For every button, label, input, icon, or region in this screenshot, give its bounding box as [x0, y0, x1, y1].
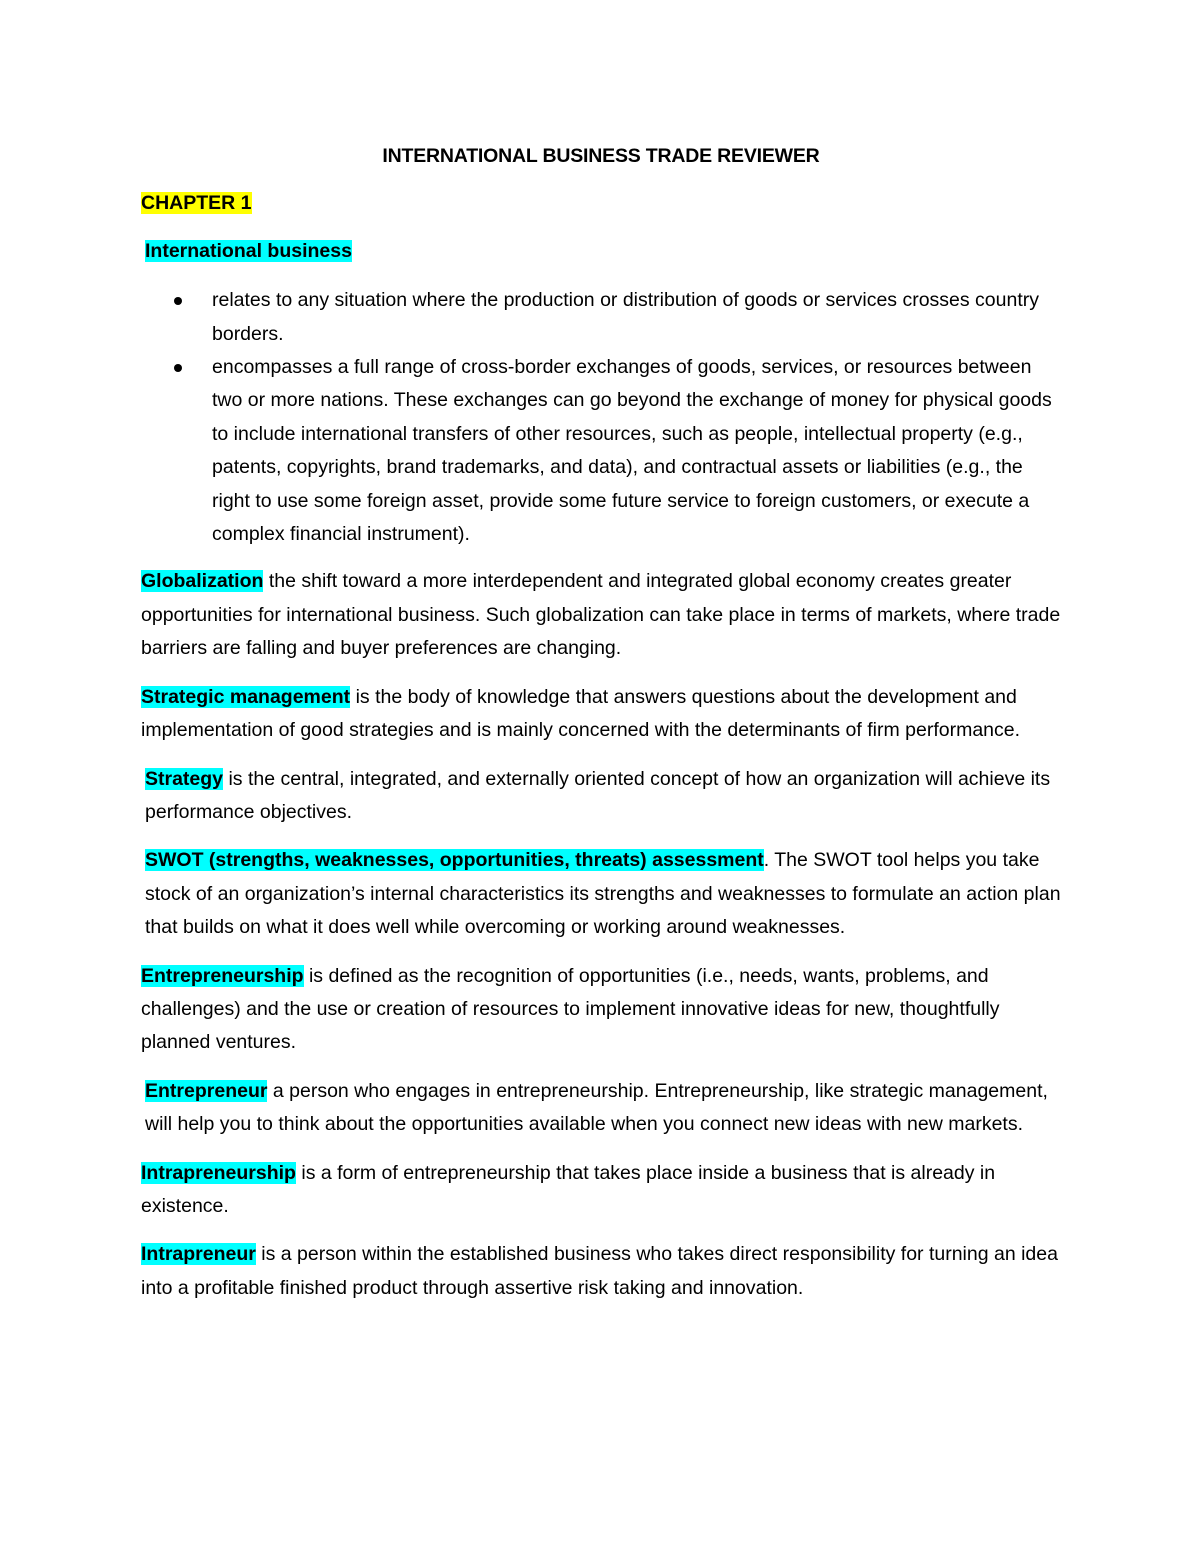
term-label: Strategy [145, 767, 224, 790]
document-title: INTERNATIONAL BUSINESS TRADE REVIEWER [382, 145, 820, 167]
section-heading-label: International business [145, 239, 352, 262]
term-label: SWOT (strengths, weaknesses, opportunities, threats) assessment [145, 849, 764, 872]
term-label: Strategic management [141, 685, 351, 708]
term-definition: the shift toward a more interdependent and integrated global economy creates greater opportunities for international business. Such globalization can take place in terms of markets, where trade barriers are falling and buyer preferences are changing. [141, 570, 1061, 660]
section-heading [141, 235, 1061, 268]
bullet-dot-icon [174, 364, 182, 372]
term-label: Intrapreneurship [141, 1161, 296, 1184]
term-paragraph-intrapreneur [141, 1238, 1061, 1305]
term-paragraph-entrepreneur [141, 1075, 1061, 1142]
term-definition: is a person within the established business who takes direct responsibility for turning an idea into a profitable finished product through assertive risk taking and innovation. [141, 1243, 1058, 1299]
term-paragraph-entrepreneurship [141, 960, 1061, 1060]
bullet-text: encompasses a full range of cross-border exchanges of goods, services, or resources between two or more nations. These exchanges can go beyond the exchange of money for physical goods to include international transfers of other resources, such as people, intellectual property (e.g., patents, copyrights, brand trademarks, and data), and contractual assets or liabilities (e.g., the right to use some foreign asset, provide some future service to foreign customers, or execute a complex financial instrument). [212, 356, 1052, 546]
term-paragraph-intrapreneurship [141, 1157, 1061, 1224]
term-label: Globalization [141, 570, 264, 593]
term-label: Intrapreneur [141, 1243, 256, 1266]
term-definition: is a form of entrepreneurship that takes place inside a business that is already in existence. [141, 1161, 996, 1217]
term-paragraph-swot [141, 844, 1061, 944]
bullet-item [141, 351, 1061, 551]
bullet-item [141, 284, 1061, 351]
term-paragraph-globalization [141, 565, 1061, 665]
chapter-label: CHAPTER 1 [141, 192, 252, 215]
term-label: Entrepreneur [145, 1079, 268, 1102]
term-paragraph-strategic-management [141, 681, 1061, 748]
chapter-heading [141, 187, 1061, 220]
document-page [141, 140, 1061, 1320]
term-definition: is the body of knowledge that answers questions about the development and implementation of good strategies and is mainly concerned with the determinants of firm performance. [141, 685, 1021, 742]
definition-bullet-list [141, 284, 1061, 551]
term-definition: is defined as the recognition of opportunities (i.e., needs, wants, problems, and challenges) and the use or creation of resources to implement innovative ideas for new, thoughtfully planned ventures. [141, 964, 1000, 1054]
bullet-dot-icon [174, 297, 182, 305]
term-definition: is the central, integrated, and externally oriented concept of how an organization will achieve its performance objectives. [145, 767, 1051, 823]
term-definition: a person who engages in entrepreneurship. Entrepreneurship, like strategic management, will help you to think about the opportunities available when you connect new ideas with new markets. [145, 1079, 1048, 1136]
term-definition: . The SWOT tool helps you take stock of an organization’s internal characteristics its strengths and weaknesses to formulate an action plan that builds on what it does well while overcoming or working around weaknesses. [145, 849, 1061, 939]
bullet-text: relates to any situation where the production or distribution of goods or services crosses country borders. [212, 289, 1040, 345]
term-paragraph-strategy [141, 763, 1061, 830]
term-label: Entrepreneurship [141, 964, 304, 987]
